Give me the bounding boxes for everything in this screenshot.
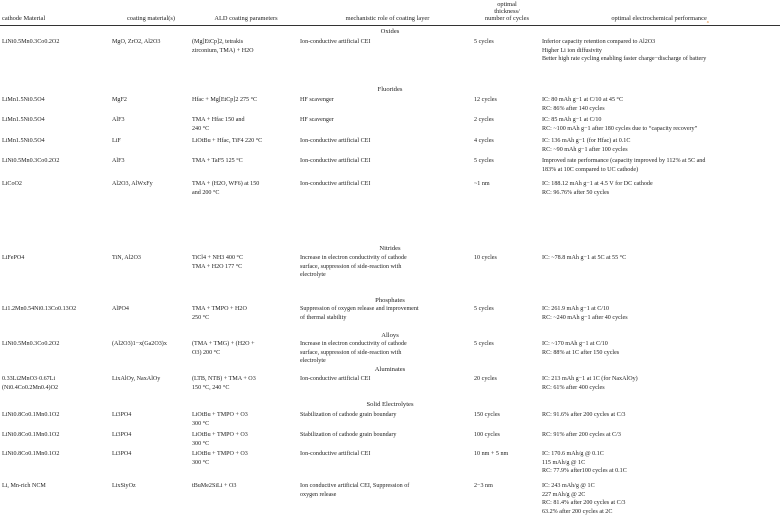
cell-line: TMA + H2O 177 °C [192, 263, 243, 270]
cell-line: HF scavenger [300, 97, 334, 103]
cell-thickness [474, 254, 542, 263]
cell-perf [542, 254, 780, 263]
cell-role [300, 450, 474, 459]
header-ald: ALD coating parameters [214, 15, 278, 22]
cell-line: HF scavenger [300, 117, 334, 123]
section-heading: Solid Electrolytes [366, 401, 414, 408]
cell-line: zirconium, TMA) + H2O [192, 47, 254, 54]
cell-ald [192, 431, 300, 448]
cell-line: TMA + (H2O, WF6) at 150 [192, 181, 260, 187]
cell-coating [112, 137, 192, 146]
cell-line: RC: ~90 mAh g−1 after 100 cycles [542, 146, 628, 153]
cell-line: LiOtBu + TMPO + O3 [192, 432, 248, 438]
header-cathode: cathode Material [2, 15, 46, 22]
cell-line: (TMA + TMG) + (H2O + [192, 341, 255, 347]
cell-line: RC: 91.6% after 200 cycles at C/3 [542, 412, 626, 418]
cell-ald [192, 340, 300, 357]
cell-cathode [2, 116, 112, 125]
cell-role [300, 254, 474, 280]
cell-coating [112, 305, 192, 314]
cell-cathode [2, 340, 112, 349]
cell-line: LiOtBu + Hfac, TiF4 220 °C [192, 138, 263, 144]
cell-line: 5 cycles [474, 158, 494, 164]
cell-perf [542, 305, 780, 322]
cell-role [300, 157, 474, 166]
cell-thickness [474, 96, 542, 105]
cell-coating [112, 96, 192, 105]
cell-line: LiF [112, 138, 121, 144]
header-role: mechanistic role of coating layer [345, 15, 430, 22]
cell-line: tBuMe2SiLi + O3 [192, 483, 237, 489]
cell-line: RC: ~240 mAh g−1 after 40 cycles [542, 314, 628, 321]
cell-perf [542, 340, 780, 357]
cell-line: LixAlOy, NaxAlOy [112, 376, 161, 382]
cell-cathode [2, 375, 112, 392]
cell-line: surface, suppression of side-reaction with [300, 349, 402, 356]
header-performance: optimal electrochemical performance a [611, 15, 709, 24]
cell-line: MgO, ZrO2, Al2O3 [112, 39, 161, 45]
cell-role [300, 137, 474, 146]
cell-cathode [2, 96, 112, 105]
cell-line: RC: 77.9% after100 cycles at 0.1C [542, 468, 627, 475]
cell-line: oxygen release [300, 491, 337, 498]
cell-line: Ion-conductive artificial CEI [300, 158, 371, 164]
cell-line: Inferior capacity retention compared to Al2O3 [542, 39, 656, 45]
cell-line: Li1.2Mn0.54Ni0.13Co0.13O2 [2, 306, 77, 312]
cell-line: electrolyte [300, 358, 326, 365]
cell-ald [192, 38, 300, 55]
cell-perf [542, 96, 780, 113]
cell-role [300, 375, 474, 384]
cell-line: 20 cycles [474, 376, 497, 382]
cell-line: 63.2% after 200 cycles at 2C [542, 508, 613, 515]
cell-line: RC: 88% at 1C after 150 cycles [542, 349, 620, 356]
cell-perf [542, 411, 780, 420]
cell-line: IC: 188.12 mAh g−1 at 4.5 V for DC cathode [542, 181, 653, 187]
cell-line: O3) 200 °C [192, 349, 221, 356]
cell-ald [192, 96, 300, 105]
cell-line: 10 cycles [474, 255, 497, 261]
cell-line: 300 °C [192, 459, 210, 466]
section-heading: Nitrides [379, 245, 401, 252]
cell-line: TiN, Al2O3 [112, 255, 141, 261]
header-rule [0, 25, 780, 26]
cell-perf [542, 157, 780, 174]
cell-cathode [2, 450, 112, 459]
cell-coating [112, 482, 192, 491]
cell-role [300, 38, 474, 47]
cell-line: electrolyte [300, 272, 326, 279]
cell-line: TiCl4 + NH3 400 °C [192, 255, 244, 261]
cell-coating [112, 254, 192, 263]
cell-thickness [474, 450, 542, 459]
cell-line: 250 °C [192, 314, 210, 321]
cell-role [300, 180, 474, 189]
cell-line: LiFePO4 [2, 255, 25, 261]
cell-line: IC: 85 mAh g−1 at C/10 [542, 117, 602, 123]
cell-line: Ion-conductive artificial CEI [300, 138, 371, 144]
cell-line: TMA + Hfac 150 and [192, 117, 245, 123]
cell-cathode [2, 254, 112, 263]
cell-ald [192, 305, 300, 322]
cell-line: RC: 86% after 140 cycles [542, 105, 605, 112]
cell-line: LiMn1.5Ni0.5O4 [2, 138, 45, 144]
cell-line: RC: 81.4% after 200 cycles at C/3 [542, 500, 626, 507]
cell-role [300, 116, 474, 125]
cell-line: Increase in electron conductivity of cathode [300, 341, 407, 347]
cell-line: RC: ~100 mAh g−1 after 180 cycles due to “capacity recovery” [542, 125, 698, 132]
cell-ald [192, 157, 300, 166]
cell-role [300, 431, 474, 440]
cell-line: Al2O3, AlWxFy [112, 181, 153, 187]
cell-line: AlF3 [112, 117, 125, 123]
cell-line: AlPO4 [112, 306, 129, 312]
cell-coating [112, 340, 192, 349]
cell-thickness [474, 431, 542, 440]
cell-coating [112, 180, 192, 189]
cell-perf [542, 431, 780, 440]
cell-line: Li3PO4 [112, 412, 132, 418]
cell-line: ~1 nm [474, 181, 490, 187]
cell-cathode [2, 305, 112, 314]
cell-ald [192, 411, 300, 428]
cell-perf [542, 180, 780, 197]
cell-line: 115 mAh/g @ 1C [542, 459, 586, 466]
cell-line: IC: 261.9 mAh g−1 at C/10 [542, 306, 610, 312]
header-thickness: optimal thickness/ number of cycles [484, 1, 529, 22]
cell-line: Hfac + Mg[EtCp]2 275 °C [192, 97, 258, 103]
cell-line: Ion conductive artificial CEI, Suppression of [300, 483, 410, 489]
section-heading: Phosphates [375, 297, 405, 304]
cell-line: Better high rate cycling enabling faster charge−discharge of battery [542, 56, 707, 63]
cell-line: IC: ~170 mAh g−1 at C/10 [542, 341, 608, 347]
cell-coating [112, 411, 192, 420]
cell-line: 300 °C [192, 420, 210, 427]
cell-ald [192, 375, 300, 392]
cell-perf [542, 116, 780, 133]
cell-line: Li3PO4 [112, 451, 132, 457]
cell-cathode [2, 411, 112, 420]
cell-line: Stabilization of cathode grain boundary [300, 432, 397, 438]
cell-line: (LTB, NTB) + TMA + O3 [192, 376, 256, 382]
cell-role [300, 482, 474, 499]
cell-line: 0.33Li2MnO3·0.67Li [2, 376, 56, 382]
cell-ald [192, 180, 300, 197]
cell-coating [112, 450, 192, 459]
cell-line: Ion-conductive artificial CEI [300, 39, 371, 45]
cell-line: surface, suppression of side-reaction with [300, 263, 402, 270]
cell-line: LiOtBu + TMPO + O3 [192, 451, 248, 457]
cell-role [300, 411, 474, 420]
section-heading: Alloys [381, 332, 399, 339]
cell-cathode [2, 431, 112, 440]
cell-line: 5 cycles [474, 39, 494, 45]
cell-line: AlF3 [112, 158, 125, 164]
cell-line: LiMn1.5Ni0.5O4 [2, 97, 45, 103]
cell-perf [542, 137, 780, 154]
cell-line: LixSiyOz [112, 483, 136, 489]
cell-thickness [474, 482, 542, 491]
cell-line: Ion-conductive artificial CEI [300, 181, 371, 187]
cell-line: 12 cycles [474, 97, 497, 103]
cell-line: TMA + TaF5 125 °C [192, 158, 243, 164]
cell-line: LiCoO2 [2, 181, 22, 187]
cell-line: Stabilization of cathode grain boundary [300, 412, 397, 418]
cell-line: 150 °C, 240 °C [192, 384, 230, 391]
cell-line: 100 cycles [474, 432, 500, 438]
cell-thickness [474, 305, 542, 314]
cell-line: IC: 243 mAh/g @ 1C [542, 483, 595, 489]
cell-line: IC: 136 mAh g−1 (for Hfac) at 0.1C [542, 138, 631, 144]
cell-line: Increase in electron conductivity of cathode [300, 255, 407, 261]
cell-line: RC: 96.76% after 50 cycles [542, 189, 610, 196]
cell-line: IC: 170.6 mAh/g @ 0.1C [542, 451, 604, 457]
cell-line: Ion-conductive artificial CEI [300, 451, 371, 457]
cell-thickness [474, 340, 542, 349]
cell-line: 300 °C [192, 440, 210, 447]
cell-line: 2−3 nm [474, 483, 493, 489]
cell-coating [112, 157, 192, 166]
cell-line: TMA + TMPO + H2O [192, 306, 247, 312]
cell-line: (Al2O3)1−x(Ga2O3)x [112, 341, 167, 347]
cell-coating [112, 431, 192, 440]
cell-line: LiNi0.8Co0.1Mn0.1O2 [2, 451, 60, 457]
cell-coating [112, 116, 192, 125]
cell-line: 5 cycles [474, 341, 494, 347]
header-coating: coating material(s) [126, 15, 176, 22]
cell-perf [542, 482, 780, 516]
section-heading: Oxides [380, 28, 400, 35]
cell-line: IC: 80 mAh g−1 at C/10 at 45 °C [542, 97, 624, 103]
cell-line: and 200 °C [192, 189, 220, 196]
cell-thickness [474, 38, 542, 47]
cell-line: Ion-conductive artificial CEI [300, 376, 371, 382]
cell-line: (Mg[EtCp]2, tetrakis [192, 39, 244, 45]
cell-line: 227 mAh/g @ 2C [542, 491, 586, 498]
cell-cathode [2, 482, 112, 491]
cell-line: of thermal stability [300, 314, 347, 321]
cell-line: RC: 61% after 400 cycles [542, 384, 605, 391]
cell-coating [112, 38, 192, 47]
cell-cathode [2, 157, 112, 166]
cell-line: 10 nm + 5 nm [474, 451, 509, 457]
cell-line: LiNi0.5Mn0.3Co0.2O2 [2, 158, 60, 164]
cell-line: 183% at 10C compared to UC cathode) [542, 166, 639, 173]
cell-thickness [474, 157, 542, 166]
cell-line: IC: 213 mAh g−1 at 1C (for NaxAlOy) [542, 376, 638, 382]
cell-line: 150 cycles [474, 412, 500, 418]
cell-perf [542, 38, 780, 64]
cell-line: RC: 91% after 200 cycles at C/3 [542, 432, 621, 438]
cell-role [300, 96, 474, 105]
cell-role [300, 305, 474, 322]
cell-ald [192, 116, 300, 133]
section-heading: Aluminates [374, 366, 406, 373]
section-heading: Fluorides [377, 86, 403, 93]
cell-cathode [2, 38, 112, 47]
cell-coating [112, 375, 192, 384]
cell-thickness [474, 411, 542, 420]
cell-line: LiNi0.8Co0.1Mn0.1O2 [2, 412, 60, 418]
cell-line: 5 cycles [474, 306, 494, 312]
cell-thickness [474, 180, 542, 189]
cell-ald [192, 450, 300, 467]
cell-thickness [474, 375, 542, 384]
cell-ald [192, 254, 300, 271]
cell-line: IC: ~78.8 mAh g−1 at 5C at 55 °C [542, 255, 627, 261]
cell-role [300, 340, 474, 366]
cell-line: LiNi0.5Mn0.3Co0.2O2 [2, 341, 60, 347]
cell-line: 4 cycles [474, 138, 494, 144]
cell-perf [542, 450, 780, 476]
cell-perf [542, 375, 780, 392]
cell-thickness [474, 137, 542, 146]
cell-line: 240 °C [192, 125, 210, 132]
cell-line: LiMn1.5Ni0.5O4 [2, 117, 45, 123]
cell-line: Improved rate performance (capacity improved by 112% at 5C and [542, 158, 706, 164]
cell-ald [192, 137, 300, 146]
cell-line: LiNi0.5Mn0.3Co0.2O2 [2, 39, 60, 45]
cell-line: Higher Li ion diffusivity [542, 47, 602, 54]
cell-thickness [474, 116, 542, 125]
cell-line: Li3PO4 [112, 432, 132, 438]
cell-cathode [2, 137, 112, 146]
cell-line: LiOtBu + TMPO + O3 [192, 412, 248, 418]
cell-line: 2 cycles [474, 117, 494, 123]
cell-line: (Ni0.4Co0.2Mn0.4)O2 [2, 384, 59, 391]
cell-line: LiNi0.8Co0.1Mn0.1O2 [2, 432, 60, 438]
cell-ald [192, 482, 300, 491]
cell-line: MgF2 [112, 97, 127, 103]
cell-line: Li, Mn-rich NCM [2, 483, 46, 489]
cell-cathode [2, 180, 112, 189]
cell-line: Suppression of oxygen release and improvement [300, 306, 419, 312]
